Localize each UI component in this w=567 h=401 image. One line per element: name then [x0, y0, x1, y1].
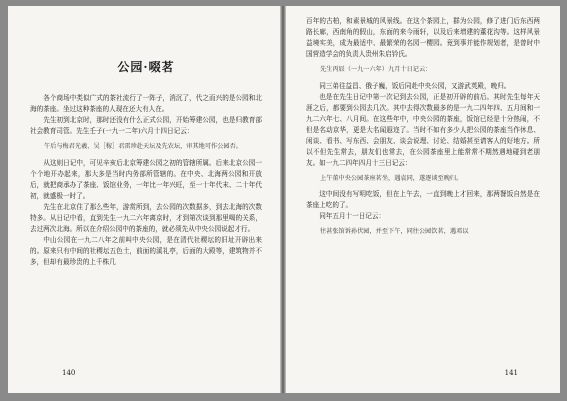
page-number: 141 — [504, 369, 518, 377]
left-page — [8, 6, 280, 393]
paragraph: 先生在北京住了那么些年，游赏所到，去公园的次数据多，到去北海的次数特多。从日记中看，直到先生一九二六年离京时，才到第次谈到那里喝的关系，去过两次北海。所以在介绍公园中的茶座的，就必须先从中央公园说起才行。 — [30, 202, 262, 233]
page-number: 140 — [62, 369, 76, 377]
paragraph: 这中间没有写明吃饭，但在上午去，一直到晚上才回来，那两餐饭自然是在茶座上吃的了。 — [306, 190, 540, 209]
paragraph: 也是在先生日记中第一次记到去公园，正是初开辟的前后。其时先生每年天涯之后，都要到公园去几次。其中去得次数最多的是一九二四年四、五月间和一九二六年七、八月间。在这些年中，中央公园的茶座，饭馆已经是十分热闹，不但是名动京华，更是大名闻遐迩了。当时不如有多少人把公园的茶座当作休息、闲谈、看书、写东西、会朋友、谈会说理、讨论、结婚甚至请客人的好地方。所以不但先生常去，朋友们也常去，在公园茶座里上能常常不期然遇地碰到老朋友。如一九二四年四月十三日记云： — [306, 92, 540, 167]
chapter-title: 公园·啜茗 — [117, 60, 175, 74]
diary-quote: 上午董中央公园茶座茗坐，遇袁同，遂逐谈至晚归。 — [320, 174, 463, 182]
paragraph: 同三弟往益昌、俄子巍，饭后同赴中央公园，又游武英殿，晚归。 — [319, 81, 511, 90]
paragraph: 百年的古柏，和素景城的风景线。在这个茶园上，群为公园，修了进门后东西两路长廊，西南角的假山，东面的来今雨轩，以及后来增建的董花沟等。这样风景益境实美，成为最适中、最繁荣的名园一樱园。竟到事并能作规划者，是曾时中国营造学会的负责人贵州朱启钤氏。 — [306, 17, 540, 58]
paragraph: 从这则日记中，可见辛亥后北京筹建公园之初的管辖所属。后来北京公园一个个地开办起来，那大多是当时内务部所管辖的。在中央、北海两公园和开放后，就把商承办了茶座、饭馆业务，一年比一年兴旺，至一十年代末、二十年代初，就盛极一时了。 — [30, 158, 262, 200]
diary-quote: 先生丙辰（一九一六年）九月十日记云： — [320, 66, 432, 73]
diary-quote: 午后与梅君光羲、吴［稼］君雷珍赴天坛及先农坛，审其地可作公园否。 — [44, 143, 242, 150]
paragraph: 先生初到北京时，那时还没有什么正式公园，开始筹建公园，也是归教育部社会教育司管。先生壬子(一九一二年)六月十四日记云： — [30, 116, 262, 135]
right-page — [286, 6, 560, 393]
diary-quote: 往甚张馆诉孙伏园，并至下午，同往公园饮茗，遇邓以 — [320, 228, 469, 235]
right-page-content — [306, 16, 540, 243]
paragraph: 各个商场中类似广式的茶社流行了一阵子，消沉了，代之而兴的是公园和北海的茶座。坐过这种茶座的人现在还大有人在。 — [30, 94, 262, 113]
paragraph: 中山公园在一九二八年之前叫中央公园，是在清代社稷坛的旧址开辟出来的。原来只有中间的社稷坛五色土，前面的溪礼亭，后面的大殿等，建筑物并不多，但却有最珍贵的上千株几 — [30, 235, 262, 266]
paragraph: 同年五月十一日记云： — [319, 212, 386, 220]
left-page-content — [30, 6, 262, 268]
